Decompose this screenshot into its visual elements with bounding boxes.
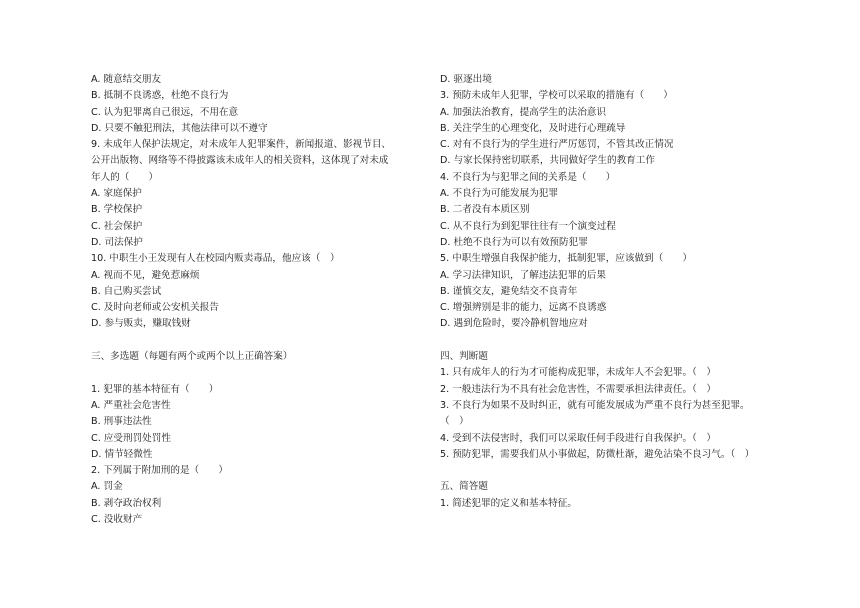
text-line: B. 抵制不良诱惑，杜绝不良行为 — [91, 90, 229, 102]
text-line: 年人的（ ） — [91, 171, 159, 183]
text-line: A. 严重社会危害性 — [91, 399, 171, 411]
text-line: B. 剥夺政治权利 — [91, 497, 162, 509]
text-line: D. 驱逐出境 — [440, 74, 492, 85]
text-line: 五、简答题 — [440, 481, 488, 493]
text-line: B. 刑事违法性 — [91, 416, 152, 428]
text-line: 2. 下列属于附加刑的是（ ） — [91, 465, 228, 477]
text-line: C. 没收财产 — [91, 514, 143, 526]
text-line: 5. 预防犯罪，需要我们从小事做起，防微杜渐，避免沾染不良习气。（ ） — [440, 448, 755, 460]
text-line: C. 认为犯罪离自己很远，不用在意 — [91, 106, 239, 118]
text-line: 公开出版物、网络等不得披露该未成年人的相关资料，这体现了对未成 — [91, 155, 389, 167]
text-line: 三、多选题（每题有两个或两个以上正确答案） — [91, 351, 293, 363]
blank-line — [440, 463, 785, 479]
text-line: A. 家庭保护 — [91, 188, 142, 200]
left-column — [91, 72, 426, 528]
text-line: 3. 不良行为如果不及时纠正，就有可能发展成为严重不良行为甚至犯罪。 — [440, 399, 750, 411]
text-line: 9. 未成年人保护法规定，对未成年人犯罪案件，新闻报道、影视节目、 — [91, 139, 392, 151]
text-line: A. 罚金 — [91, 481, 123, 493]
text-line: D. 遇到危险时，要冷静机智地应对 — [440, 318, 588, 330]
text-line: 4. 受到不法侵害时，我们可以采取任何手段进行自我保护。（ ） — [440, 432, 717, 444]
text-line: D. 参与贩卖，赚取钱财 — [91, 318, 191, 330]
text-line: 4. 不良行为与犯罪之间的关系是（ ） — [440, 171, 616, 183]
text-line: A. 加强法治教育，提高学生的法治意识 — [440, 106, 606, 118]
text-line: C. 对有不良行为的学生进行严厉惩罚，不管其改正情况 — [440, 139, 674, 151]
text-line: D. 与家长保持密切联系，共同做好学生的教育工作 — [440, 155, 655, 167]
text-line: A. 随意结交朋友 — [91, 74, 162, 85]
text-line: B. 谨慎交友，避免结交不良青年 — [440, 285, 578, 297]
text-line: A. 不良行为可能发展为犯罪 — [440, 188, 559, 200]
text-line: B. 学校保护 — [91, 204, 143, 216]
text-line: B. 关注学生的心理变化，及时进行心理疏导 — [440, 122, 626, 134]
text-line: D. 只要不触犯刑法，其他法律可以不遵守 — [91, 122, 268, 134]
text-line: 1. 只有成年人的行为才可能构成犯罪，未成年人不会犯罪。（ ） — [440, 367, 717, 379]
text-line: A. 学习法律知识，了解违法犯罪的后果 — [440, 269, 606, 281]
text-line: 1. 简述犯罪的定义和基本特征。 — [440, 497, 577, 509]
text-line: A. 视而不见，避免惹麻烦 — [91, 269, 200, 281]
text-line: （ ） — [440, 416, 469, 428]
right-column — [440, 72, 785, 512]
blank-line — [91, 333, 426, 349]
text-line: C. 及时向老师或公安机关报告 — [91, 302, 219, 314]
text-line: 5. 中职生增强自我保护能力，抵制犯罪，应该做到（ ） — [440, 253, 693, 265]
text-line: C. 社会保护 — [91, 220, 143, 232]
text-line: C. 增强辨别是非的能力，远离不良诱惑 — [440, 302, 607, 314]
text-line: D. 情节轻微性 — [91, 448, 153, 460]
text-line: D. 司法保护 — [91, 236, 143, 248]
blank-line — [440, 333, 785, 349]
text-line: 1. 犯罪的基本特征有（ ） — [91, 383, 219, 395]
text-line: B. 自己购买尝试 — [91, 285, 162, 297]
text-line: B. 二者没有本质区别 — [440, 204, 530, 216]
text-line: C. 从不良行为到犯罪往往有一个演变过程 — [440, 220, 616, 232]
text-line: C. 应受刑罚处罚性 — [91, 432, 171, 444]
text-line: 2. 一般违法行为不具有社会危害性，不需要承担法律责任。（ ） — [440, 383, 717, 395]
text-line: 四、判断题 — [440, 351, 488, 363]
blank-line — [91, 365, 426, 381]
text-line: D. 杜绝不良行为可以有效预防犯罪 — [440, 236, 588, 248]
text-line: 3. 预防未成年人犯罪，学校可以采取的措施有（ ） — [440, 90, 673, 102]
text-line: 10. 中职生小王发现有人在校园内贩卖毒品，他应该（ ） — [91, 253, 340, 265]
